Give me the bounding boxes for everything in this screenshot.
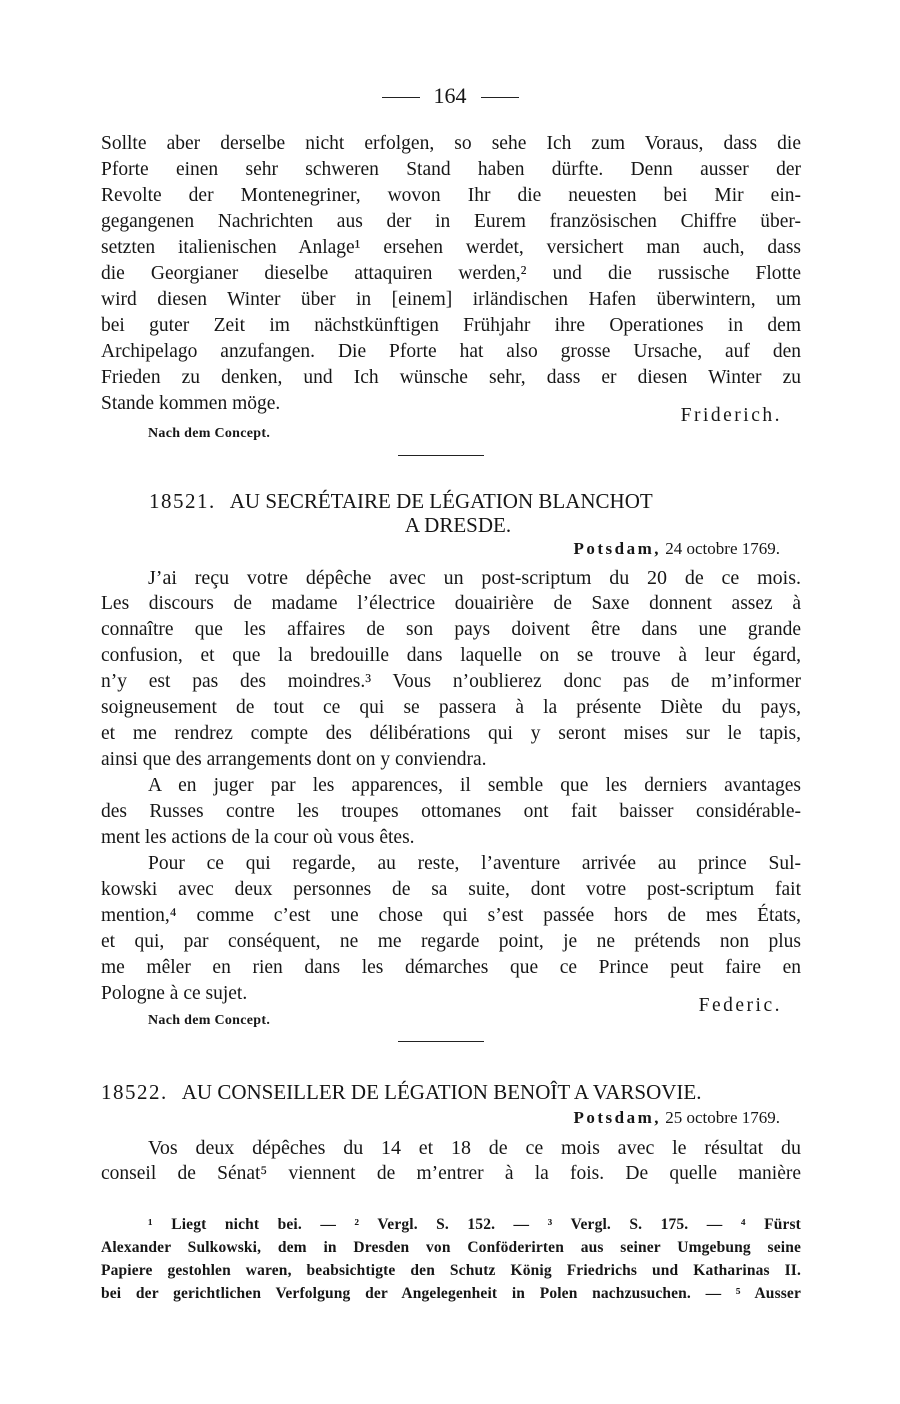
- text-line: soigneusement de tout ce qui se passera à la présente Diète du pays,: [101, 697, 801, 718]
- text-line: me mêler en rien dans les démarches que ce Prince peut faire en: [101, 957, 801, 978]
- text-line: Archipelago anzufangen. Die Pforte hat also grosse Ursache, auf den: [101, 341, 801, 362]
- text-line: ment les actions de la cour où vous êtes.: [101, 827, 415, 848]
- letter-title: AU SECRÉTAIRE DE LÉGATION BLANCHOT: [229, 489, 653, 513]
- text-line: connaître que les affaires de son pays doivent être dans une grande: [101, 619, 801, 640]
- letter-title-line2: A DRESDE.: [404, 513, 512, 537]
- footnote-line: ¹ Liegt nicht bei. — ² Vergl. S. 152. — ³ Vergl. S. 175. — ⁴ Fürst: [148, 1216, 801, 1233]
- footnote-line: Alexander Sulkowski, dem in Dresden von Conföderirten aus seiner Umgebung seine: [101, 1239, 801, 1256]
- letter-heading: [101, 1078, 801, 1106]
- text-line: gegangenen Nachrichten aus der in Eurem französischen Chiffre über-: [101, 211, 801, 232]
- text-line: Pour ce qui regarde, au reste, l’aventure arrivée au prince Sul-: [148, 853, 801, 874]
- signature: Friderich.: [680, 405, 782, 426]
- dateline-date: 24 octobre 1769.: [665, 539, 780, 558]
- text-line: Sollte aber derselbe nicht erfolgen, so sehe Ich zum Voraus, dass die: [101, 133, 801, 154]
- folio-dash-left: [382, 97, 420, 98]
- dateline: [573, 539, 780, 559]
- page-number: [0, 82, 900, 110]
- page-number-text: 164: [433, 83, 467, 108]
- text-line: et me rendrez compte des délibérations qui y seront mises sur le tapis,: [101, 723, 801, 744]
- text-line: bei guter Zeit im nächstkünftigen Frühjahr ihre Operationes in dem: [101, 315, 801, 336]
- text-line: kowski avec deux personnes de sa suite, dont votre post-scriptum fait: [101, 879, 801, 900]
- text-line: J’ai reçu votre dépêche avec un post-scriptum du 20 de ce mois.: [148, 567, 801, 589]
- text-line: mention,⁴ comme c’est une chose qui s’est passée hors de mes États,: [101, 905, 801, 926]
- text-line: des Russes contre les troupes ottomanes ont fait baisser considérable-: [101, 801, 801, 822]
- text-line: setzten italienischen Anlage¹ ersehen werdet, versichert man auch, dass: [101, 237, 801, 258]
- section-divider: [398, 455, 484, 456]
- letter-number: 18521.: [149, 489, 216, 513]
- text-line: Vos deux dépêches du 14 et 18 de ce mois avec le résultat du: [148, 1137, 801, 1159]
- text-line: Stande kommen möge.: [101, 393, 281, 414]
- text-line: Pforte einen sehr schweren Stand haben dürfte. Denn ausser der: [101, 159, 801, 180]
- letter-heading: [149, 487, 849, 515]
- text-line: A en juger par les apparences, il semble que les derniers avantages: [148, 775, 801, 796]
- text-line: wird diesen Winter über in [einem] irländischen Hafen überwintern, um: [101, 289, 801, 310]
- text-line: confusion, et que la bredouille dans laquelle on se trouve à leur égard,: [101, 645, 801, 666]
- dateline-place: Potsdam,: [573, 539, 662, 558]
- letter-title: AU CONSEILLER DE LÉGATION BENOÎT A VARSOVIE.: [181, 1080, 702, 1104]
- source-note: Nach dem Concept.: [148, 426, 271, 441]
- text-line: Les discours de madame l’électrice douairière de Saxe donnent assez à: [101, 593, 801, 614]
- section-divider: [398, 1041, 484, 1042]
- footnote-line: bei der gerichtlichen Verfolgung der Angelegenheit in Polen nachzusuchen. — ⁵ Ausser: [101, 1285, 801, 1302]
- signature: Federic.: [698, 995, 782, 1016]
- text-line: ainsi que des arrangements dont on y conviendra.: [101, 749, 487, 770]
- text-line: die Georgianer dieselbe attaquiren werden,² und die russische Flotte: [101, 263, 801, 284]
- folio-dash-right: [481, 97, 519, 98]
- text-line: Pologne à ce sujet.: [101, 983, 248, 1004]
- dateline-place: Potsdam,: [573, 1108, 662, 1127]
- source-note: Nach dem Concept.: [148, 1013, 271, 1028]
- text-line: Frieden zu denken, und Ich wünsche sehr, dass er diesen Winter zu: [101, 367, 801, 388]
- text-line: conseil de Sénat⁵ viennent de m’entrer à la fois. De quelle manière: [101, 1163, 801, 1184]
- dateline-date: 25 octobre 1769.: [665, 1108, 780, 1127]
- dateline: [573, 1108, 780, 1128]
- text-line: Revolte der Montenegriner, wovon Ihr die neuesten bei Mir ein-: [101, 185, 801, 206]
- footnote-line: Papiere gestohlen waren, beabsichtigte den Schutz König Friedrichs und Katharinas II.: [101, 1262, 801, 1279]
- text-line: n’y est pas des moindres.³ Vous n’oublierez donc pas de m’informer: [101, 671, 801, 692]
- text-line: et qui, par conséquent, ne me regarde point, je ne prétends non plus: [101, 931, 801, 952]
- letter-number: 18522.: [101, 1080, 168, 1104]
